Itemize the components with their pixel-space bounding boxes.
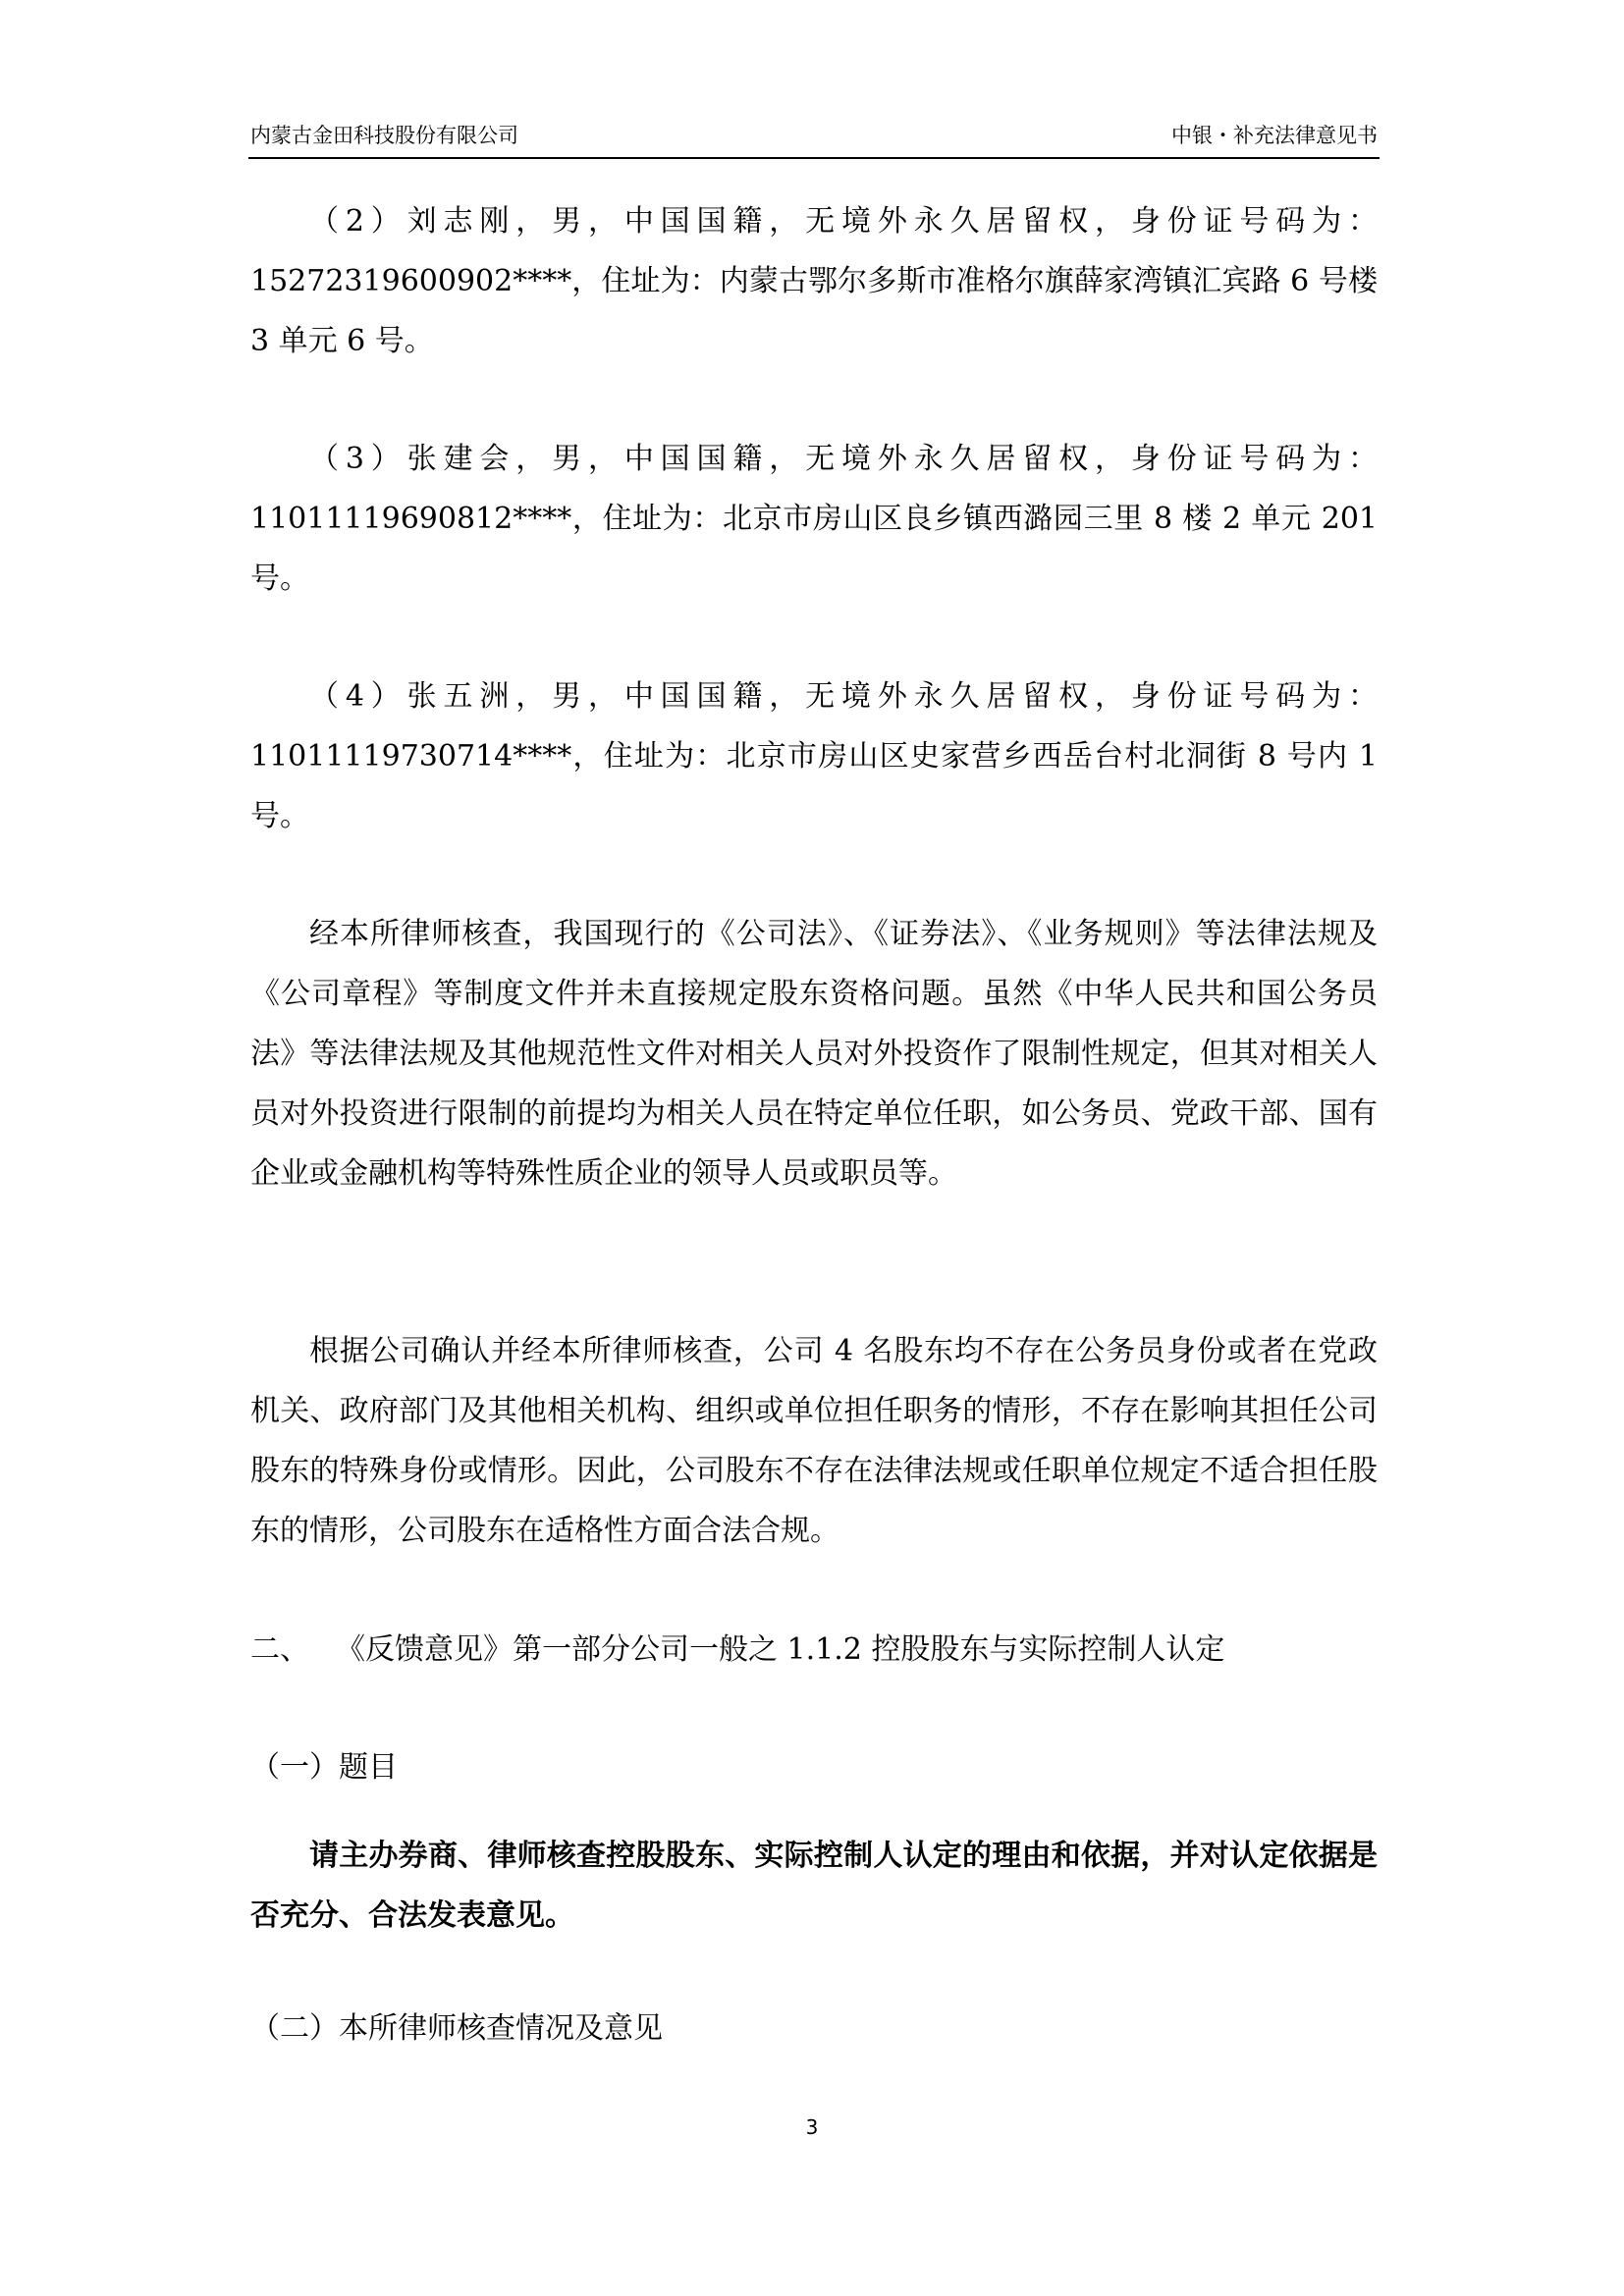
section-heading: [250, 1620, 1224, 1680]
section-title: 《反馈意见》第一部分公司一般之 1.1.2 控股股东与实际控制人认定: [336, 1632, 1225, 1667]
verification-paragraph: 经本所律师核查，我国现行的《公司法》、《证券法》、《业务规则》等法律法规及《公司章程》等制度文件并未直接规定股东资格问题。虽然《中华人民共和国公务员法》等法律法规及其他规范性文件对相关人员对外投资作了限制性规定，但其对相关人员对外投资进行限制的前提均为相关人员在特定单位任职，如公务员、党政干部、国有企业或金融机构等特殊性质企业的领导人员或职员等。: [250, 917, 1378, 1191]
shareholder-paragraph-4: （4）张五洲，男，中国国籍，无境外永久居留权，身份证号码为：11011119730714****，住址为：北京市房山区史家营乡西岳台村北洞街 8 号内 1 号。: [250, 679, 1378, 833]
header-document-title: 中银・补充法律意见书: [1171, 124, 1378, 147]
page-number: 3: [805, 2115, 819, 2139]
subsection-findings-heading: （二）本所律师核查情况及意见: [250, 2011, 663, 2046]
header-divider: [248, 157, 1380, 159]
shareholder-paragraph-2: （2）刘志刚，男，中国国籍，无境外永久居留权，身份证号码为：15272319600902****，住址为：内蒙古鄂尔多斯市准格尔旗薛家湾镇汇宾路 6 号楼 3 单元 6 号。: [250, 204, 1378, 358]
section-number: 二、: [250, 1632, 309, 1667]
conclusion-paragraph: 根据公司确认并经本所律师核查，公司 4 名股东均不存在公务员身份或者在党政机关、政府部门及其他相关机构、组织或单位担任职务的情形，不存在影响其担任公司股东的特殊身份或情形。因此，公司股东不存在法律法规或任职单位规定不适合担任股东的情形，公司股东在适格性方面合法合规。: [250, 1334, 1378, 1548]
page-header: [250, 116, 1378, 155]
subsection-question-heading: （一）题目: [250, 1750, 398, 1785]
question-text: 请主办券商、律师核查控股股东、实际控制人认定的理由和依据，并对认定依据是否充分、合法发表意见。: [250, 1839, 1378, 1933]
header-company-name: 内蒙古金田科技股份有限公司: [250, 124, 518, 147]
shareholder-paragraph-3: （3）张建会，男，中国国籍，无境外永久居留权，身份证号码为：11011119690812****，住址为：北京市房山区良乡镇西潞园三里 8 楼 2 单元 201 号。: [250, 442, 1378, 596]
